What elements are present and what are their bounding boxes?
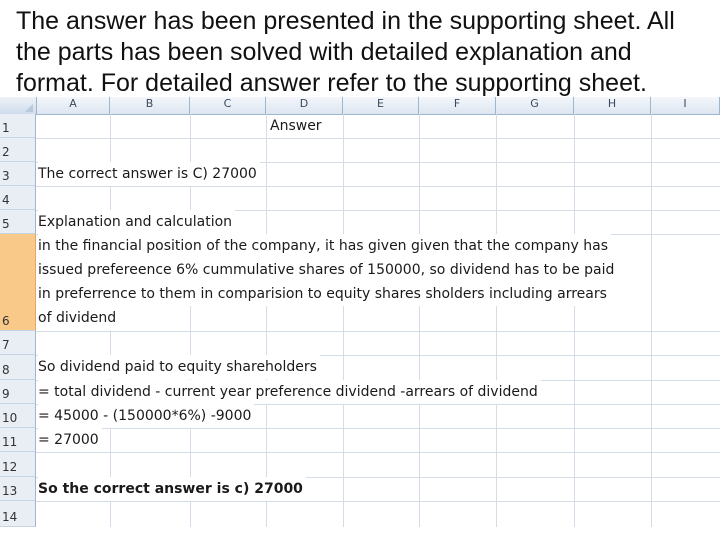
- row-header-13[interactable]: 13: [0, 477, 36, 501]
- row-header-7[interactable]: 7: [0, 331, 36, 355]
- cell-a11[interactable]: = 27000: [38, 428, 102, 452]
- row-header-1[interactable]: 1: [0, 114, 36, 138]
- column-header-e[interactable]: E: [343, 97, 419, 114]
- row-header-4[interactable]: 4: [0, 186, 36, 210]
- select-all-corner[interactable]: [0, 97, 37, 114]
- column-header-b[interactable]: B: [110, 97, 190, 114]
- row-header-6[interactable]: 6: [0, 234, 36, 331]
- column-header-g[interactable]: G: [496, 97, 574, 114]
- row-header-10[interactable]: 10: [0, 404, 36, 428]
- column-header-i[interactable]: I: [651, 97, 720, 114]
- cell-a6-line-4[interactable]: of dividend: [38, 306, 119, 330]
- cell-a10[interactable]: = 45000 - (150000*6%) -9000: [38, 404, 254, 428]
- cell-a6-line-1[interactable]: in the financial position of the company, it has given given that the company has: [38, 234, 611, 258]
- cell-a13[interactable]: So the correct answer is c) 27000: [38, 477, 306, 501]
- column-header-h[interactable]: H: [574, 97, 651, 114]
- intro-text: The answer has been presented in the supporting sheet. All the parts has been solved with detailed explanation and format. For detailed answer refer to the supporting sheet.: [16, 7, 675, 97]
- row-header-8[interactable]: 8: [0, 355, 36, 380]
- cell-a3[interactable]: The correct answer is C) 27000: [38, 162, 260, 186]
- column-header-f[interactable]: F: [419, 97, 496, 114]
- cell-a9[interactable]: = total dividend - current year preference dividend -arrears of dividend: [38, 380, 541, 404]
- spreadsheet: [0, 97, 720, 527]
- row-header-5[interactable]: 5: [0, 210, 36, 234]
- row-header-11[interactable]: 11: [0, 428, 36, 452]
- column-header-d[interactable]: D: [266, 97, 343, 114]
- cell-a6-line-2[interactable]: issued prefereence 6% cummulative shares of 150000, so dividend has to be paid: [38, 258, 617, 282]
- row-header-14[interactable]: 14: [0, 501, 36, 527]
- cell-a6-line-3[interactable]: in preferrence to them in comparision to equity shares sholders including arrears: [38, 282, 610, 306]
- row-header-2[interactable]: 2: [0, 138, 36, 162]
- column-header-bar: [0, 97, 720, 115]
- cell-a8[interactable]: So dividend paid to equity shareholders: [38, 355, 320, 379]
- column-header-c[interactable]: C: [190, 97, 266, 114]
- column-header-a[interactable]: A: [37, 97, 110, 114]
- row-header-12[interactable]: 12: [0, 452, 36, 477]
- row-header-3[interactable]: 3: [0, 162, 36, 186]
- answer-header-cell[interactable]: Answer: [270, 118, 322, 134]
- row-header-9[interactable]: 9: [0, 380, 36, 404]
- cell-a5[interactable]: Explanation and calculation: [38, 210, 235, 234]
